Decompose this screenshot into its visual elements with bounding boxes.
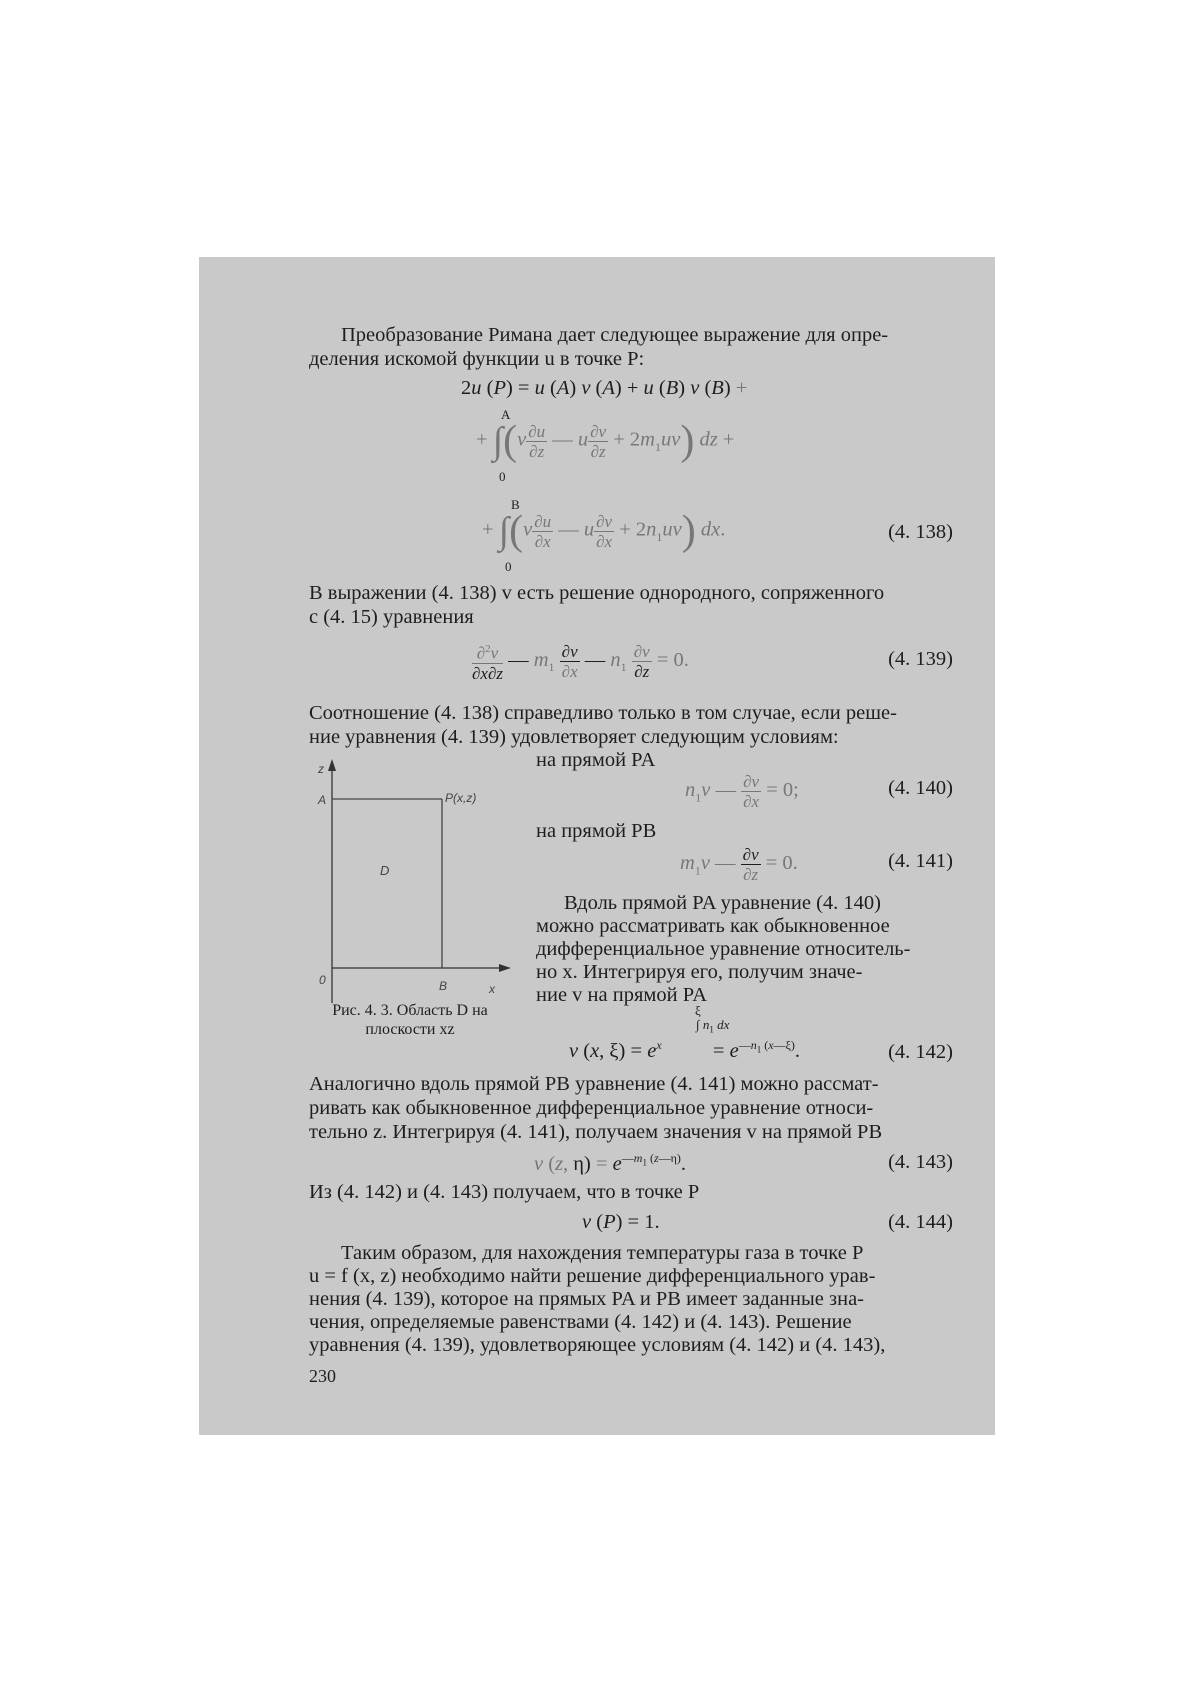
equation-4-143-label: (4. 143) [888,1151,953,1173]
equation-4-144-label: (4. 144) [888,1211,953,1233]
paragraph-7-line-4: чения, определяемые равенствами (4. 142) и (4. 143). Решение [309,1311,852,1333]
point-a-label: A [318,793,327,807]
equation-4-139-label: (4. 139) [888,648,953,670]
figure-caption-line-1: Рис. 4. 3. Область D на [332,1002,488,1019]
equation-4-138-line-3: + ∫(v $\frac{\partial u}{\partial x}$ — u $\frac{\partial v}{\partial x}$ + $2n_1uv$) dx. [482,508,726,554]
paragraph-4-line-3: дифференциальное уравнение относитель- [536,938,911,960]
equation-4-142-label: (4. 142) [888,1041,953,1063]
paragraph-3-line-1: Соотношение (4. 138) справедливо только в том случае, если реше- [309,702,897,724]
axis-x-label: x [489,982,495,996]
condition-line-pb: на прямой PB [536,820,657,842]
exp-integral-upper-xi: ξ [695,1003,701,1018]
scanned-page [199,257,995,1435]
paragraph-6-line-1: Из (4. 142) и (4. 143) получаем, что в точке P [309,1181,700,1203]
paragraph-7-line-5: уравнения (4. 139), удовлетворяющее условиям (4. 142) и (4. 143), [309,1334,886,1356]
paragraph-1-line-2: деления искомой функции u в точке P: [309,348,645,370]
paragraph-5-line-2: ривать как обыкновенное дифференциальное уравнение относи- [309,1097,874,1119]
paragraph-7-line-2: u = f (x, z) необходимо найти решение дифференциального урав- [309,1265,876,1287]
paragraph-1-line-1: Преобразование Римана дает следующее выражение для опре- [341,324,889,346]
paragraph-2-line-2: с (4. 15) уравнения [309,606,474,628]
paragraph-3-line-2: ние уравнения (4. 139) удовлетворяет следующим условиям: [309,726,839,748]
paragraph-4-line-5: ние v на прямой PA [536,984,708,1006]
paragraph-2-line-1: В выражении (4. 138) v есть решение однородного, сопряженного [309,582,885,604]
x-axis-arrow-icon [499,964,511,972]
point-b-label: B [439,979,448,993]
exp-integral-body: ∫ $n_1$ dx [696,1017,730,1035]
integral-limit-upper-a: A [501,407,511,422]
equation-4-144: v (P) = 1. [582,1211,660,1233]
equation-4-140-label: (4. 140) [888,777,953,799]
page-number: 230 [309,1366,336,1386]
equation-4-138-label: (4. 138) [888,521,953,543]
figure-caption-line-2: плоскости xz [365,1021,455,1038]
equation-4-141: $m_1v$ — $\frac{\partial v}{\partial z}$ = 0. [680,845,798,884]
region-d-label: D [380,863,390,878]
paragraph-5-line-3: тельно z. Интегрируя (4. 141), получаем значения v на прямой PB [309,1121,883,1143]
equation-4-138-line-1: 2u (P) = u (A) v (A) + u (B) v (B) + [461,377,748,399]
equation-4-139: $\frac{\partial^2v}{\partial x\partial z}$ — $m_1$ $\frac{\partial v}{\partial x}$ — $n_1$ $\frac{\partial v}{\partial z}$ = 0. [472,641,689,683]
paragraph-4-line-4: но x. Интегрируя его, получим значе- [536,961,863,983]
integral-limit-lower-0: 0 [499,469,506,484]
z-axis-arrow-icon [328,759,336,771]
equation-4-140: $n_1v$ — $\frac{\partial v}{\partial x}$ = 0; [685,772,799,811]
figure-4-3-region-d [305,757,515,1007]
paragraph-4-line-2: можно рассматривать как обыкновенное [536,915,890,937]
equation-4-141-label: (4. 141) [888,850,953,872]
equation-4-138-line-2: + ∫(v $\frac{\partial u}{\partial z}$ — u $\frac{\partial v}{\partial z}$ + $2m_1uv$) dz + [476,418,735,464]
condition-line-pa: на прямой PA [536,749,656,771]
paragraph-7-line-3: нения (4. 139), которое на прямых PA и PB имеет заданные зна- [309,1288,864,1310]
equation-4-142: v (x, $\xi) = e^x$ = $e^{—n_1 (x—\xi)}$. [569,1038,800,1062]
equation-4-143: v (z, $\eta) = e^{—m_1 (z—\eta)}$. [534,1151,687,1175]
paragraph-5-line-1: Аналогично вдоль прямой PB уравнение (4. 141) можно рассмат- [309,1073,879,1095]
axis-z-label: z [318,762,324,776]
integral-limit-upper-b: B [511,497,520,512]
point-p-label: P(x,z) [445,791,477,805]
paragraph-4-line-1: Вдоль прямой PA уравнение (4. 140) [564,892,881,914]
paragraph-7-line-1: Таким образом, для нахождения температуры газа в точке P [341,1242,864,1264]
integral-limit-lower-0b: 0 [505,559,512,574]
origin-label: 0 [319,973,326,987]
